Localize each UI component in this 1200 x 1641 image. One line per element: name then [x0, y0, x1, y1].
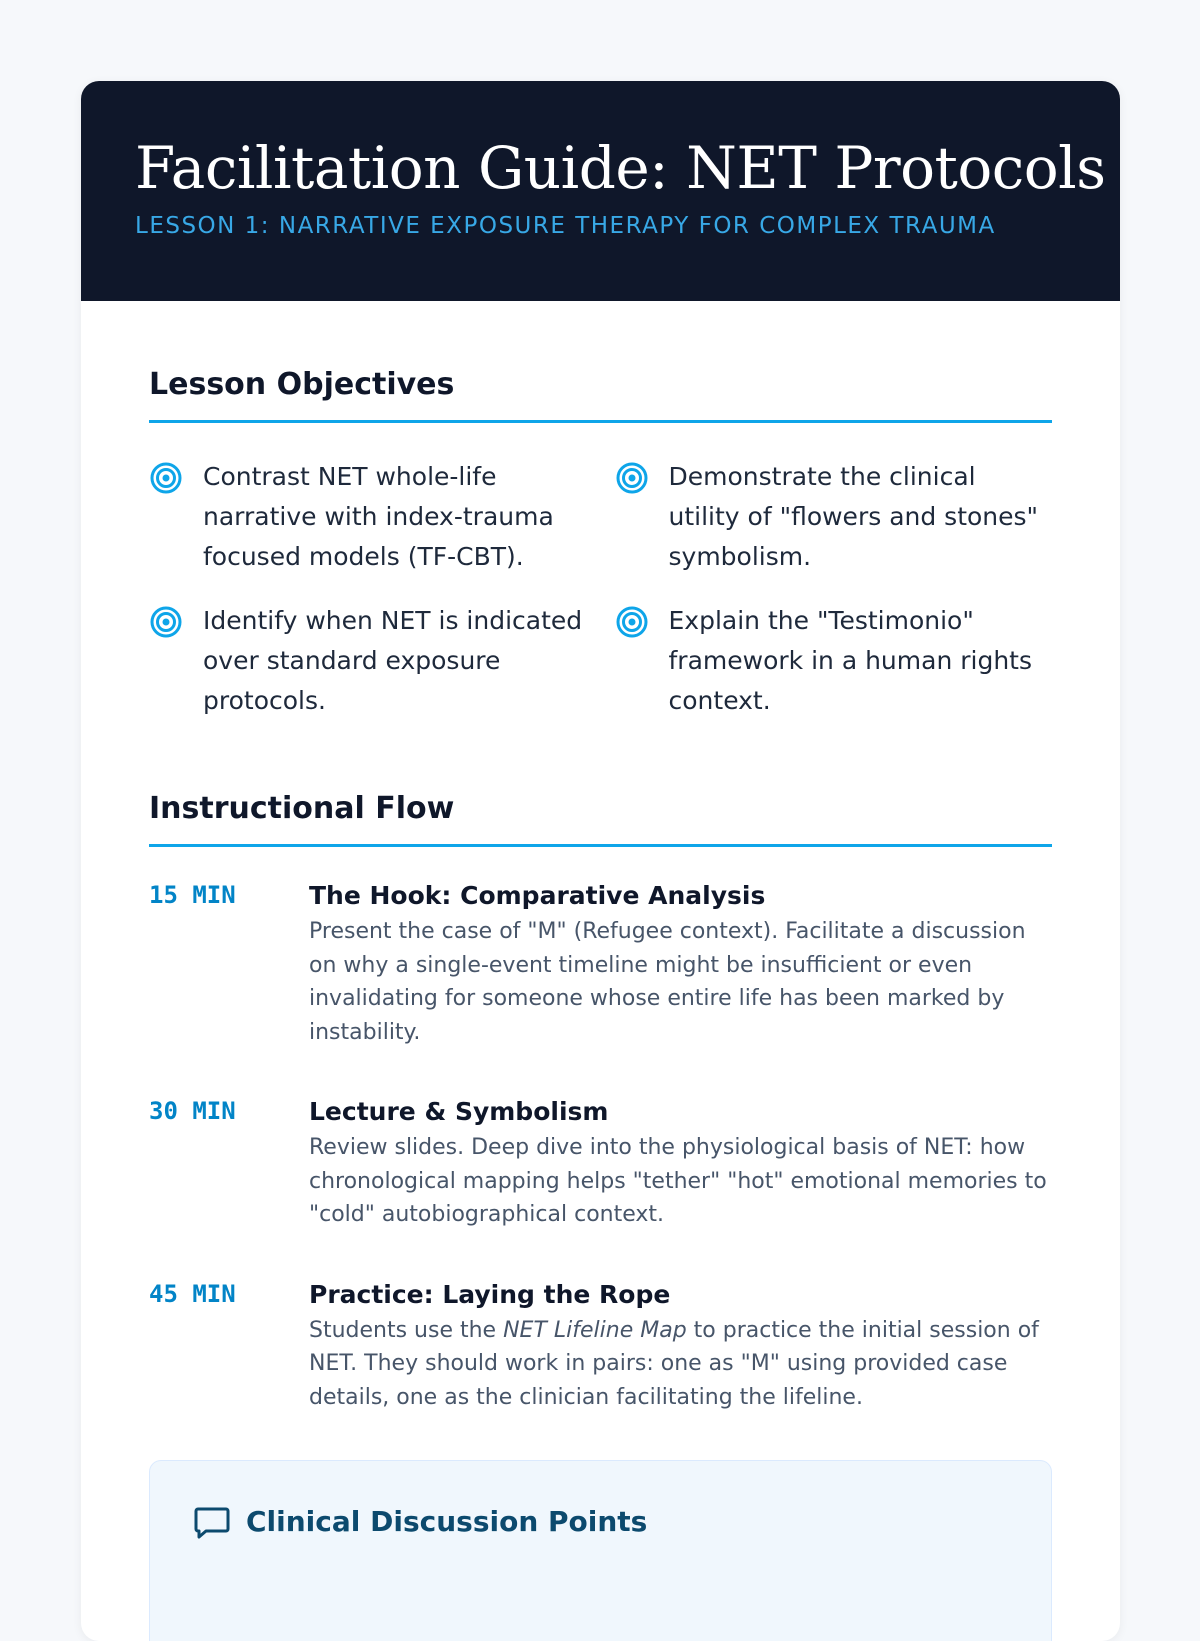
objectives-title: Lesson Objectives [149, 367, 1052, 423]
target-icon [149, 461, 183, 495]
objective-item [615, 457, 1053, 577]
flow-duration: 45 MIN [149, 1279, 236, 1308]
objectives-list [149, 457, 1052, 721]
flow-description-part: to practice the initial session of NET. They should work in pairs: one as "M" using provided case details, one as the clinician facilitating the lifeline. [309, 1317, 1039, 1410]
flow-content [309, 879, 1052, 1049]
objective-text: Demonstrate the clinical utility of "flowers and stones" symbolism. [668, 462, 1039, 571]
flow-item [149, 1278, 1052, 1415]
flow-title: Instructional Flow [149, 791, 1052, 847]
objective-text: Contrast NET whole-life narrative with index-trauma focused models (TF-CBT). [203, 462, 554, 571]
objective-item [615, 601, 1053, 721]
flow-content [309, 1278, 1052, 1415]
flow-heading: Lecture & Symbolism [309, 1097, 609, 1126]
flow-duration: 30 MIN [149, 1097, 236, 1125]
flow-duration: 15 MIN [149, 881, 236, 909]
page-header [81, 81, 1120, 301]
target-icon [149, 605, 183, 639]
objective-item [149, 601, 587, 721]
chat-bubble-icon [192, 1501, 232, 1541]
flow-description-part: Students use the [309, 1317, 504, 1343]
lifeline-map-reference: NET Lifeline Map [503, 1317, 687, 1343]
guide-card [81, 81, 1120, 1641]
page-title: Facilitation Guide: NET Protocols [135, 134, 1106, 202]
flow-description: Review slides. Deep dive into the physiological basis of NET: how chronological mapping helps "tether" "hot" emotional memories to "cold" autobiographical context. [309, 1135, 1047, 1227]
objective-text: Explain the "Testimonio" framework in a human rights context. [668, 606, 1033, 715]
instructional-flow [149, 879, 1052, 1414]
discussion-title: Clinical Discussion Points [246, 1504, 648, 1538]
page-subtitle: LESSON 1: NARRATIVE EXPOSURE THERAPY FOR COMPLEX TRAUMA [135, 213, 996, 239]
target-icon [615, 605, 649, 639]
objective-item [149, 457, 587, 577]
flow-item [149, 1095, 1052, 1232]
flow-heading: The Hook: Comparative Analysis [309, 881, 766, 910]
content-body [81, 367, 1120, 1641]
flow-description [309, 1314, 1052, 1415]
flow-heading: Practice: Laying the Rope [309, 1279, 671, 1309]
flow-item [149, 879, 1052, 1049]
target-icon [615, 461, 649, 495]
objective-text: Identify when NET is indicated over standard exposure protocols. [203, 606, 583, 715]
flow-content [309, 1095, 1052, 1232]
flow-description: Present the case of "M" (Refugee context). Facilitate a discussion on why a single-event timeline might be insufficient or even invalidating for someone whose entire life has been marked by instability. [309, 919, 1026, 1045]
discussion-header [192, 1501, 1009, 1541]
discussion-panel [149, 1460, 1052, 1641]
